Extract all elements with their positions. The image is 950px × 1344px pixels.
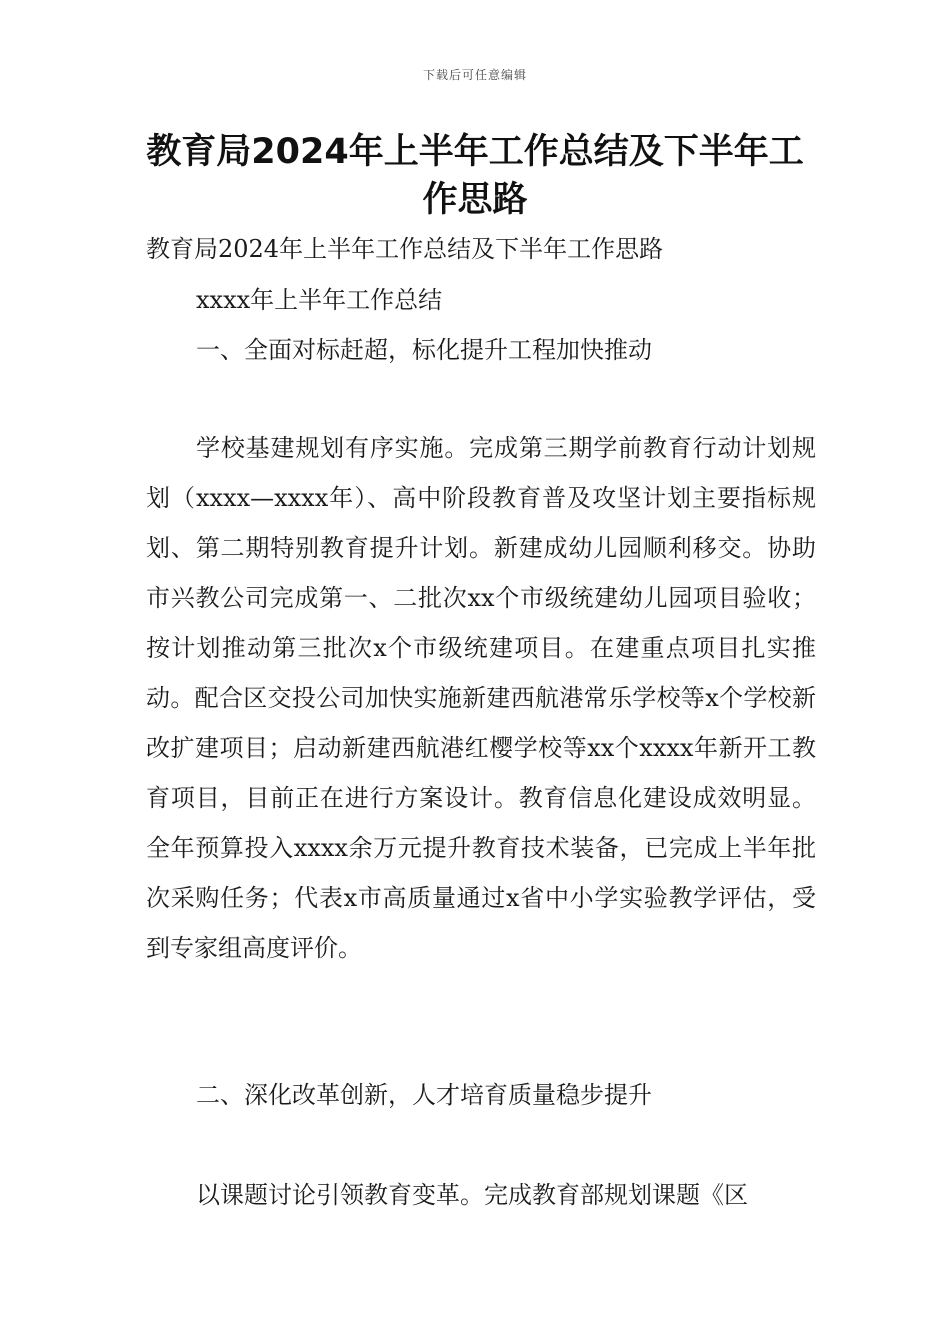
section-heading: xxxx年上半年工作总结 [196, 286, 443, 314]
paragraph-2: 以课题讨论引领教育变革。完成教育部规划课题《区 [196, 1181, 748, 1209]
document-subtitle: 教育局2024年上半年工作总结及下半年工作思路 [146, 235, 664, 263]
paragraph-1: 学校基建规划有序实施。完成第三期学前教育行动计划规划（xxxx—xxxx年）、高中阶段教育普及攻坚计划主要指标规划、第二期特别教育提升计划。新建成幼儿园顺利移交。协助市兴教公司完成第一、二批次xx个市级统建幼儿园项目验收；按计划推动第三批次x个市级统建项目。在建重点项目扎实推动。配合区交投公司加快实施新建西航港常乐学校等x个学校新改扩建项目；启动新建西航港红樱学校等xx个xxxx年新开工教育项目，目前正在进行方案设计。教育信息化建设成效明显。全年预算投入xxxx余万元提升教育技术装备，已完成上半年批次采购任务；代表x市高质量通过x省中小学实验教学评估，受到专家组高度评价。 [146, 434, 816, 962]
heading-1: 一、全面对标赶超，标化提升工程加快推动 [196, 336, 652, 364]
heading-2: 二、深化改革创新，人才培育质量稳步提升 [196, 1081, 652, 1109]
document-title: 教育局2024年上半年工作总结及下半年工作思路 [146, 132, 804, 220]
header-note: 下载后可任意编辑 [422, 68, 527, 82]
